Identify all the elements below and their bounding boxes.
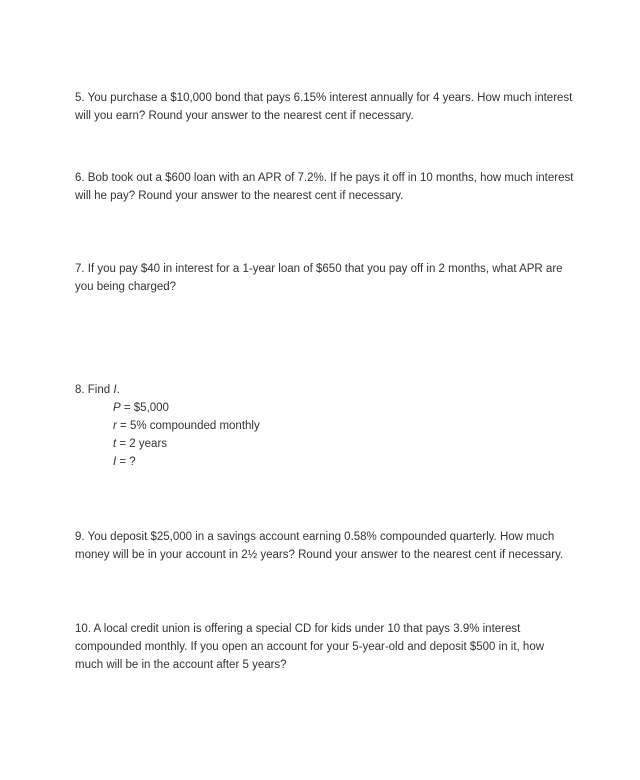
- question-8-prefix: 8. Find: [75, 384, 114, 396]
- question-7: [75, 260, 575, 296]
- given-principal: [113, 399, 575, 417]
- question-9: [75, 528, 575, 564]
- question-5-text: 5. You purchase a $10,000 bond that pays 6.15% interest annually for 4 years. How much interest will you earn? Round your answer to the nearest cent if necessary.: [75, 92, 573, 122]
- question-8-var: I: [113, 384, 117, 396]
- given-var: I: [113, 456, 117, 468]
- question-8-prompt: [75, 381, 575, 399]
- question-6-text: 6. Bob took out a $600 loan with an APR of 7.2%. If he pays it off in 10 months, how much interest will he pay? Round your answer to the nearest cent if necessary.: [75, 172, 574, 202]
- given-value: = 2 years: [116, 438, 168, 450]
- given-interest: [113, 453, 575, 471]
- question-8: [75, 381, 575, 471]
- given-values: [113, 399, 575, 471]
- question-6: [75, 169, 575, 205]
- question-8-suffix: .: [116, 384, 120, 396]
- given-value: = $5,000: [120, 402, 169, 414]
- given-var: t: [113, 438, 117, 450]
- question-10: [75, 620, 575, 674]
- given-rate: [113, 417, 575, 435]
- question-10-text: 10. A local credit union is offering a special CD for kids under 10 that pays 3.9% interest compounded monthly. If you open an account for your 5-year-old and deposit $500 in it, how much will be in the account after 5 years?: [75, 623, 545, 671]
- given-value: = 5% compounded monthly: [116, 420, 260, 432]
- question-5: [75, 89, 575, 125]
- given-time: [113, 435, 575, 453]
- question-9-text: 9. You deposit $25,000 in a savings account earning 0.58% compounded quarterly. How much money will be in your account in 2½ years? Round your answer to the nearest cent if necessary.: [75, 531, 564, 561]
- given-var: r: [113, 420, 117, 432]
- question-7-text: 7. If you pay $40 in interest for a 1-year loan of $650 that you pay off in 2 months, what APR are you being charged?: [75, 263, 563, 293]
- given-value: = ?: [116, 456, 136, 468]
- given-var: P: [113, 402, 121, 414]
